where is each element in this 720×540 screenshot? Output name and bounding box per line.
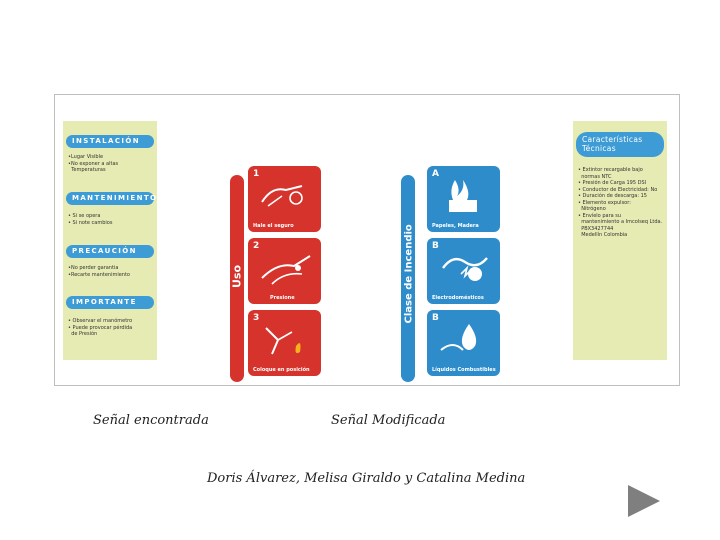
step-caption: Hale el seguro: [253, 223, 294, 229]
bullet-item: •No exponer a altas Temperaturas: [68, 160, 119, 173]
bullet-item: •Recarte mantenimiento: [68, 271, 130, 278]
section-title-importante: IMPORTANTE: [66, 296, 154, 309]
caption-modified: Señal Modificada: [331, 413, 446, 428]
bullet-item: • Elemento expulsor: Nitrógeno: [578, 199, 631, 212]
technical-title: [576, 132, 664, 157]
section-title-instalacion: INSTALACIÓN: [66, 135, 154, 148]
signal-image: [54, 94, 680, 386]
pull-pin-icon: [258, 176, 312, 212]
aim-nozzle-icon: [258, 320, 314, 362]
section-items-mantenimiento: [68, 213, 154, 226]
caption-found: Señal encontrada: [93, 413, 209, 428]
class-letter: A: [432, 169, 439, 179]
authors-text: Doris Álvarez, Melisa Giraldo y Catalina Medina: [207, 471, 526, 486]
bullet-item: • Si se opera: [68, 213, 101, 219]
clase-type-b-liquid: [427, 310, 500, 376]
technical-items: [578, 167, 664, 239]
bullet-item: • Si note cambios: [68, 219, 113, 226]
class-caption: Líquidos Combustibles: [432, 367, 496, 373]
squeeze-handle-icon: [258, 248, 314, 288]
uso-step-1: [248, 166, 321, 232]
class-letter: B: [432, 241, 439, 251]
class-caption: Electrodomésticos: [432, 295, 484, 301]
bullet-item: • Puede provocar pérdida de Presión: [68, 324, 133, 337]
bullet-item: •No perder garantia: [68, 265, 119, 271]
bullet-item: • Extintor recargable bajo normas NTC: [578, 167, 643, 180]
step-number: 2: [253, 241, 260, 251]
bullet-item: • Conductor de Electricidad: No: [578, 186, 658, 193]
step-caption: Presione: [270, 295, 295, 301]
clase-label: Clase de Incendio: [403, 224, 415, 324]
section-items-instalacion: [68, 154, 154, 174]
technical-title-text: Características Técnicas: [582, 135, 643, 153]
section-title-mantenimiento: MANTENIMIENTO: [66, 192, 154, 205]
bullet-item: • Duración de descarga: 15: [578, 193, 647, 199]
bullet-item: • Envíelo para su mantenimiento a Imcolseq Ltda. PBX3427744 Medellín Colombia: [578, 212, 663, 238]
step-caption: Coloque en posición: [253, 367, 310, 373]
left-info-panel: [63, 121, 157, 360]
liquid-fire-icon: [437, 320, 491, 360]
bullet-item: •Lugar Visible: [68, 154, 104, 160]
paper-wood-fire-icon: [437, 176, 491, 216]
class-letter: B: [432, 313, 439, 323]
electric-appliance-fire-icon: [437, 248, 491, 288]
class-caption: Papeles, Madera: [432, 223, 479, 229]
step-number: 1: [253, 169, 260, 179]
play-next-icon[interactable]: [628, 485, 660, 517]
clase-type-b-electric: [427, 238, 500, 304]
section-items-importante: [68, 318, 154, 338]
bullet-item: • Presión de Carga 195 DSI: [578, 180, 647, 186]
clase-type-a: [427, 166, 500, 232]
bullet-item: • Observar el manómetro: [68, 318, 133, 324]
section-title-precaucion: PRECAUCIÓN: [66, 245, 154, 258]
right-info-panel: [573, 121, 667, 360]
section-items-precaucion: [68, 265, 154, 278]
uso-step-3: [248, 310, 321, 376]
uso-step-2: [248, 238, 321, 304]
uso-label: Uso: [230, 264, 244, 289]
step-number: 3: [253, 313, 260, 323]
